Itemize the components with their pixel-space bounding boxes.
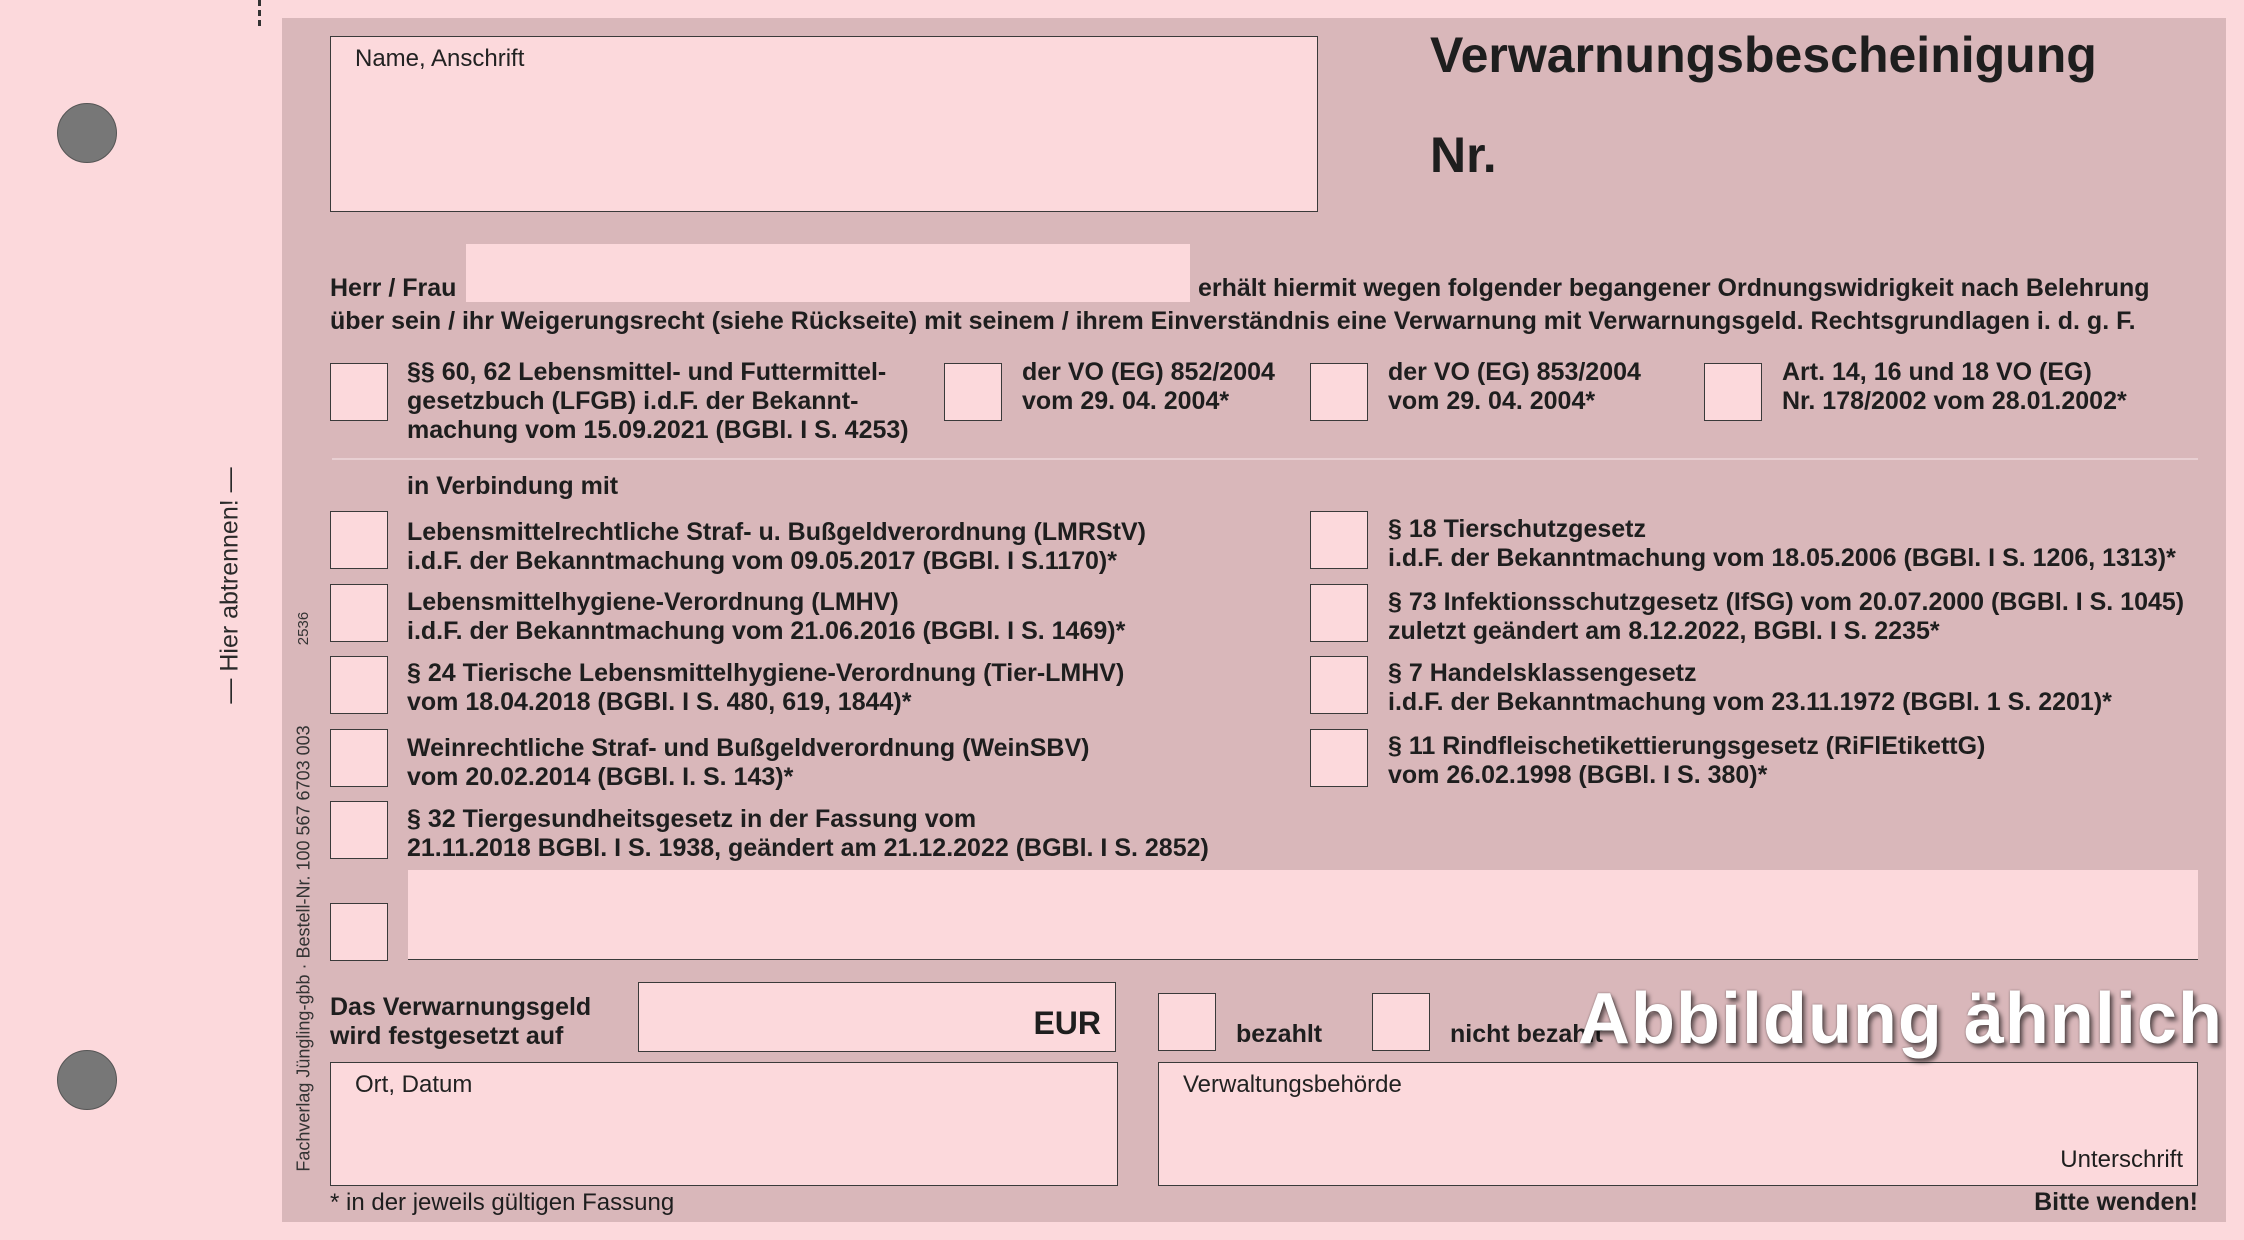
- law-lfgb: §§ 60, 62 Lebensmittel- und Futtermittel- gesetzbuch (LFGB) i.d.F. der Bekannt- machung vom 15.09.2021 (BGBl. I S. 4253): [407, 358, 909, 444]
- salutation-label: Herr / Frau: [330, 274, 457, 302]
- section-divider: [332, 458, 2198, 460]
- checkbox-tier-lmhv[interactable]: [330, 656, 388, 714]
- footnote: * in der jeweils gültigen Fassung: [330, 1189, 675, 1216]
- law-vo-853: der VO (EG) 853/2004 vom 29. 04. 2004*: [1388, 358, 1641, 415]
- checkbox-rifletikettg[interactable]: [1310, 729, 1368, 787]
- checkbox-vo-178[interactable]: [1704, 363, 1762, 421]
- place-date-field[interactable]: [330, 1062, 1118, 1186]
- law-tier-lmhv: § 24 Tierische Lebensmittelhygiene-Verordnung (Tier-LMHV) vom 18.04.2018 (BGBl. I S. 480, 619, 1844)*: [407, 659, 1125, 716]
- checkbox-lfgb[interactable]: [330, 363, 388, 421]
- fine-label: Das Verwarnungsgeld wird festgesetzt auf: [330, 993, 592, 1050]
- paid-label: bezahlt: [1236, 1020, 1323, 1048]
- authority-label: Verwaltungsbehörde: [1183, 1071, 1402, 1098]
- person-name-field[interactable]: [466, 244, 1190, 302]
- checkbox-vo-852[interactable]: [944, 363, 1002, 421]
- law-lmrstv: Lebensmittelrechtliche Straf- u. Bußgeldverordnung (LMRStV) i.d.F. der Bekanntmachung vom 09.05.2017 (BGBl. I S.1170)*: [407, 518, 1146, 575]
- checkbox-lmrstv[interactable]: [330, 511, 388, 569]
- checkbox-lmhv[interactable]: [330, 584, 388, 642]
- number-label: Nr.: [1430, 127, 1497, 183]
- punch-hole-top: [57, 103, 117, 163]
- watermark-text: Abbildung ähnlich: [1578, 979, 2223, 1059]
- publisher-imprint: Fachverlag Jüngling-gbb · Bestell-Nr. 100 567 6703 003: [293, 724, 314, 1172]
- form-code: 2536: [295, 611, 313, 645]
- name-address-label: Name, Anschrift: [355, 45, 525, 72]
- law-handelsklassengesetz: § 7 Handelsklassengesetz i.d.F. der Bekanntmachung vom 23.11.1972 (BGBl. 1 S. 2201)*: [1388, 659, 2112, 716]
- law-tiergesundheitsgesetz: § 32 Tiergesundheitsgesetz in der Fassung vom 21.11.2018 BGBl. I S. 1938, geändert am 21.12.2022 (BGBl. I S. 2852): [407, 805, 1209, 862]
- name-address-field[interactable]: [330, 36, 1318, 212]
- law-weinsbv: Weinrechtliche Straf- und Bußgeldverordnung (WeinSBV) vom 20.02.2014 (BGBl. I. S. 143)*: [407, 734, 1090, 791]
- checkbox-weinsbv[interactable]: [330, 729, 388, 787]
- law-vo-178: Art. 14, 16 und 18 VO (EG) Nr. 178/2002 vom 28.01.2002*: [1782, 358, 2127, 415]
- law-lmhv: Lebensmittelhygiene-Verordnung (LMHV) i.d.F. der Bekanntmachung vom 21.06.2016 (BGBl. I S. 1469)*: [407, 588, 1126, 645]
- intro-line-2: über sein / ihr Weigerungsrecht (siehe Rückseite) mit seinem / ihrem Einverständnis eine Verwarnung mit Verwarnungsgeld. Rechtsgrundlagen i. d. g. F.: [330, 307, 2136, 335]
- checkbox-tierschutzgesetz[interactable]: [1310, 511, 1368, 569]
- not-paid-label: nicht bezahlt: [1450, 1020, 1603, 1048]
- checkbox-handelsklassengesetz[interactable]: [1310, 656, 1368, 714]
- law-ifsg: § 73 Infektionsschutzgesetz (IfSG) vom 20.07.2000 (BGBl. I S. 1045) zuletzt geändert am 8.12.2022, BGBl. I S. 2235*: [1388, 588, 2185, 645]
- law-vo-852: der VO (EG) 852/2004 vom 29. 04. 2004*: [1022, 358, 1275, 415]
- checkbox-vo-853[interactable]: [1310, 363, 1368, 421]
- turn-over-note: Bitte wenden!: [2034, 1188, 2198, 1216]
- checkbox-other[interactable]: [330, 903, 388, 961]
- law-rifletikettg: § 11 Rindfleischetikettierungsgesetz (RiFlEtikettG) vom 26.02.1998 (BGBl. I S. 380)*: [1388, 732, 1986, 789]
- place-date-label: Ort, Datum: [355, 1071, 473, 1098]
- checkbox-ifsg[interactable]: [1310, 584, 1368, 642]
- checkbox-not-paid[interactable]: [1372, 993, 1430, 1051]
- checkbox-tiergesundheitsgesetz[interactable]: [330, 801, 388, 859]
- punch-hole-bottom: [57, 1050, 117, 1110]
- intro-line-1: erhält hiermit wegen folgender begangener Ordnungswidrigkeit nach Belehrung: [1198, 274, 2150, 302]
- checkbox-paid[interactable]: [1158, 993, 1216, 1051]
- page-title: Verwarnungsbescheinigung: [1430, 27, 2097, 83]
- authority-field[interactable]: [1158, 1062, 2198, 1186]
- currency-label: EUR: [1033, 1005, 1101, 1041]
- cut-note: — Hier abtrennen! —: [215, 466, 244, 704]
- other-law-field[interactable]: [408, 870, 2198, 960]
- connection-label: in Verbindung mit: [407, 472, 619, 500]
- signature-label: Unterschrift: [2060, 1146, 2183, 1173]
- law-tierschutzgesetz: § 18 Tierschutzgesetz i.d.F. der Bekanntmachung vom 18.05.2006 (BGBl. I S. 1206, 1313)*: [1388, 515, 2176, 572]
- fine-amount-field[interactable]: [638, 982, 1116, 1052]
- perforation-line: [258, 0, 261, 26]
